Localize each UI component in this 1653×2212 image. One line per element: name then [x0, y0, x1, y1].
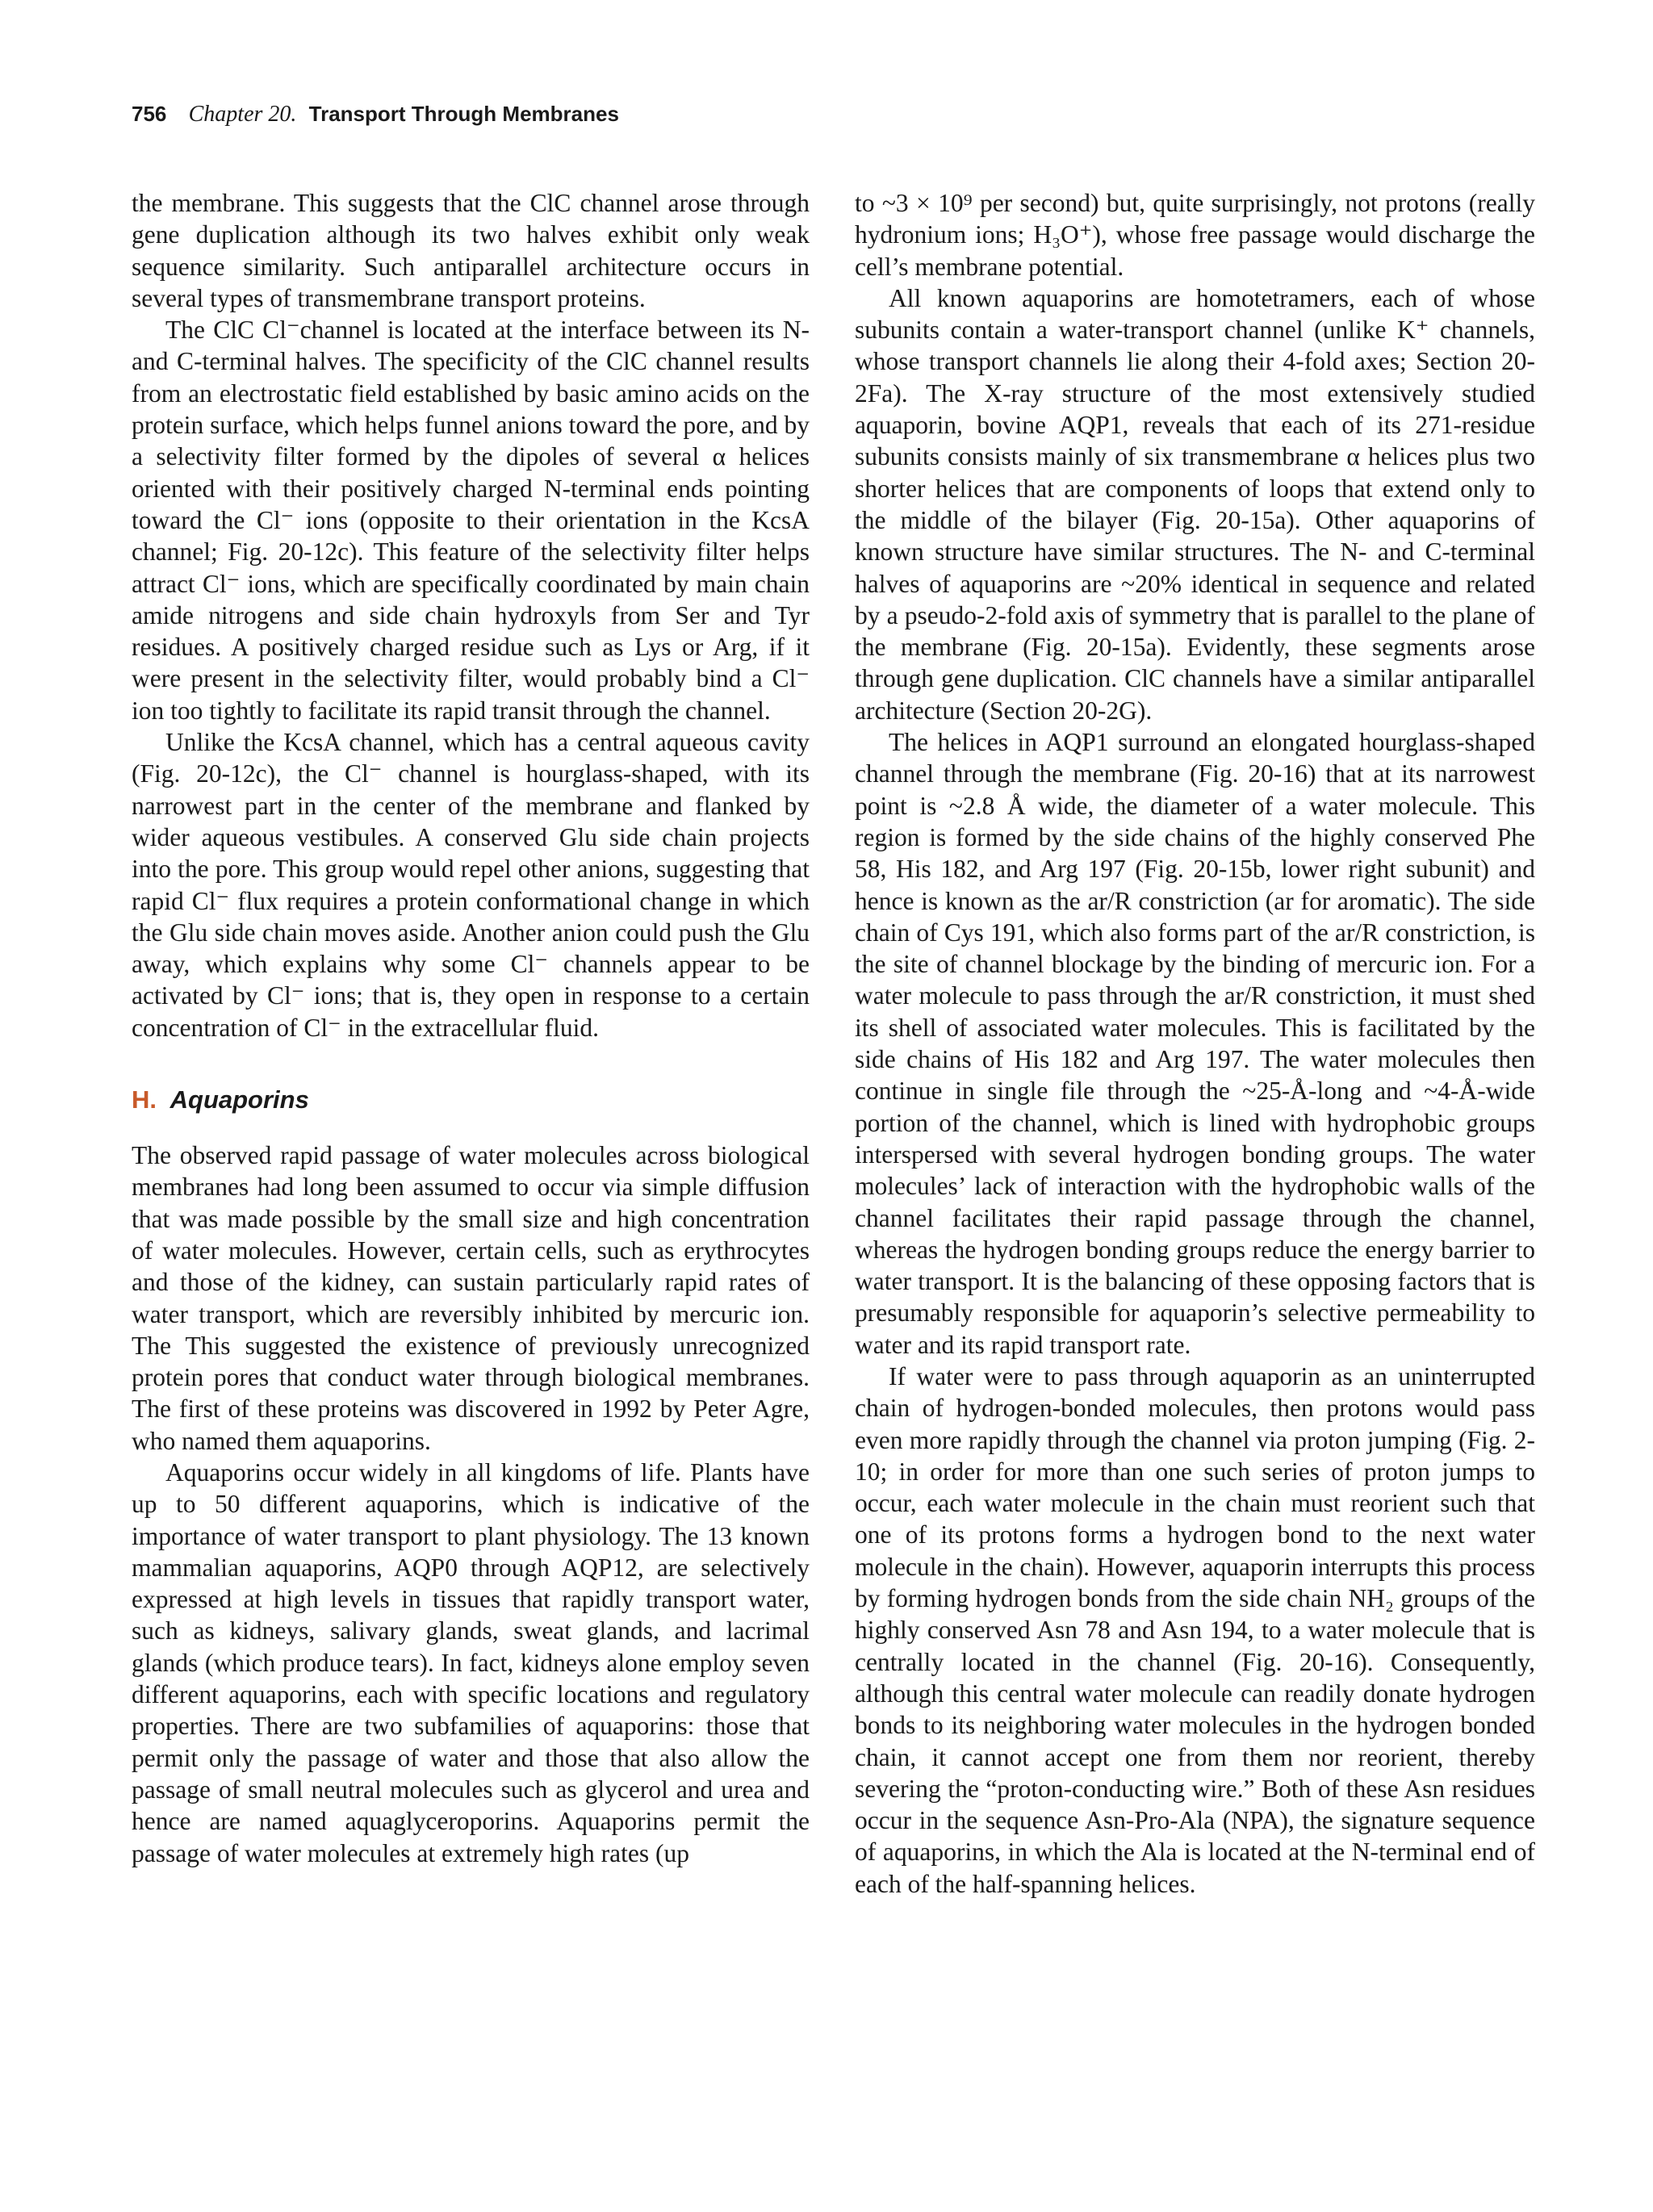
running-head: [132, 102, 619, 128]
paragraph: The ClC Cl⁻channel is located at the interface between its N- and C-terminal halves. The specificity of the ClC channel results from an electrostatic field established by basic amino acids on the protein surface, which helps funnel anions toward the pore, and by a selectivity filter formed by the dipoles of several α helices oriented with their positively charged N-terminal ends pointing toward the Cl⁻ ions (opposite to their orientation in the KcsA channel; Fig. 20-12c). This feature of the selectivity filter helps attract Cl⁻ ions, which are specifically coordinated by main chain amide nitrogens and side chain hydroxyls from Ser and Tyr residues. A positively charged residue such as Lys or Arg, if it were present in the selectivity filter, would probably bind a Cl⁻ ion too tightly to facilitate its rapid transit through the channel.: [132, 316, 810, 725]
section-heading: [132, 1085, 810, 1114]
paragraph: The helices in AQP1 surround an elongated hourglass-shaped channel through the membrane (Fig. 20-16) that at its narrowest point is ~2.8 Å wide, the diameter of a water molecule. This region is formed by the side chains of the highly conserved Phe 58, His 182, and Arg 197 (Fig. 20-15b, lower right subunit) and hence is known as the ar/R constriction (ar for aromatic). The side chain of Cys 191, which also forms part of the ar/R constriction, is the site of channel blockage by the binding of mercuric ion. For a water molecule to pass through the ar/R constriction, it must shed its shell of associated water molecules. This is facilitated by the side chains of His 182 and Arg 197. The water molecules then continue in single file through the ~25-Å-long and ~4-Å-wide portion of the channel, which is lined with hydrophobic groups interspersed with several hydrogen bonding groups. The water molecules’ lack of interaction with the hydrophobic walls of the channel facilitates their rapid passage through the channel, whereas the hydrogen bonding groups reduce the energy barrier to water transport. It is the balancing of these opposing factors that is presumably responsible for aquaporin’s selective permeability to water and its rapid transport rate.: [855, 728, 1535, 1359]
paragraph: to ~3 × 10⁹ per second) but, quite surprisingly, not protons (really hydronium ions; H₃O⁺), whose free passage would discharge the cell’s membrane potential.: [855, 189, 1535, 281]
section-letter: H.: [132, 1085, 157, 1114]
chapter-title: Transport Through Membranes: [308, 102, 619, 126]
section-title: Aquaporins: [169, 1085, 309, 1114]
page-number: 756: [132, 102, 167, 126]
paragraph: the membrane. This suggests that the ClC channel arose through gene duplication although its two halves exhibit only weak sequence similarity. Such antiparallel architecture occurs in several types of transmembrane transport proteins.: [132, 189, 810, 312]
right-column: [855, 187, 1535, 1900]
paragraph: The observed rapid passage of water molecules across biological membranes had long been assumed to occur via simple diffusion that was made possible by the small size and high concentration of water molecules. However, certain cells, such as erythrocytes and those of the kidney, can sustain particularly rapid rates of water transport, which are reversibly inhibited by mercuric ion. The This suggested the existence of previously unrecognized protein pores that conduct water through biological membranes. The first of these proteins was discovered in 1992 by Peter Agre, who named them aquaporins.: [132, 1141, 810, 1455]
paragraph: All known aquaporins are homotetramers, each of whose subunits contain a water-transport channel (unlike K⁺ channels, whose transport channels lie along their 4-fold axes; Section 20-2Fa). The X-ray structure of the most extensively studied aquaporin, bovine AQP1, reveals that each of its 271-residue subunits consists mainly of six transmembrane α helices plus two shorter helices that are components of loops that extend only to the middle of the bilayer (Fig. 20-15a). Other aquaporins of known structure have similar structures. The N- and C-terminal halves of aquaporins are ~20% identical in sequence and related by a pseudo-2-fold axis of symmetry that is parallel to the plane of the membrane (Fig. 20-15a). Evidently, these segments arose through gene duplication. ClC channels have a similar antiparallel architecture (Section 20-2G).: [855, 283, 1535, 725]
paragraph: Aquaporins occur widely in all kingdoms of life. Plants have up to 50 different aquaporins, which is indicative of the importance of water transport to plant physiology. The 13 known mammalian aquaporins, AQP0 through AQP12, are selectively expressed at high levels in tissues that rapidly transport water, such as kidneys, salivary glands, sweat glands, and lacrimal glands (which produce tears). In fact, kidneys alone employ seven different aquaporins, each with specific locations and regulatory properties. There are two subfamilies of aquaporins: those that permit only the passage of water and those that also allow the passage of small neutral molecules such as glycerol and urea and hence are named aquaglyceroporins. Aquaporins permit the passage of water molecules at extremely high rates (up: [132, 1457, 810, 1867]
chapter-label: Chapter 20.: [188, 102, 297, 127]
left-column: [132, 187, 810, 1869]
paragraph: If water were to pass through aquaporin as an uninterrupted chain of hydrogen-bonded molecules, then protons would pass even more rapidly through the channel via proton jumping (Fig. 2-10; in order for more than one such series of proton jumps to occur, each water molecule in the chain must reorient such that one of its protons forms a hydrogen bond to the next water molecule in the chain). However, aquaporin interrupts this process by forming hydrogen bonds from the side chain NH₂ groups of the highly conserved Asn 78 and Asn 194, to a water molecule that is centrally located in the channel (Fig. 20-16). Consequently, although this central water molecule can readily donate hydrogen bonds to its neighboring water molecules in the hydrogen bonded chain, it cannot accept one from them nor reorient, thereby severing the “proton-conducting wire.” Both of these Asn residues occur in the sequence Asn-Pro-Ala (NPA), the signature sequence of aquaporins, in which the Ala is located at the N-terminal end of each of the half-spanning helices.: [855, 1361, 1535, 1898]
paragraph: Unlike the KcsA channel, which has a central aqueous cavity (Fig. 20-12c), the Cl⁻ channel is hourglass-shaped, with its narrowest part in the center of the membrane and flanked by wider aqueous vestibules. A conserved Glu side chain projects into the pore. This group would repel other anions, suggesting that rapid Cl⁻ flux requires a protein conformational change in which the Glu side chain moves aside. Another anion could push the Glu away, which explains why some Cl⁻ channels appear to be activated by Cl⁻ ions; that is, they open in response to a certain concentration of Cl⁻ in the extracellular fluid.: [132, 728, 810, 1042]
